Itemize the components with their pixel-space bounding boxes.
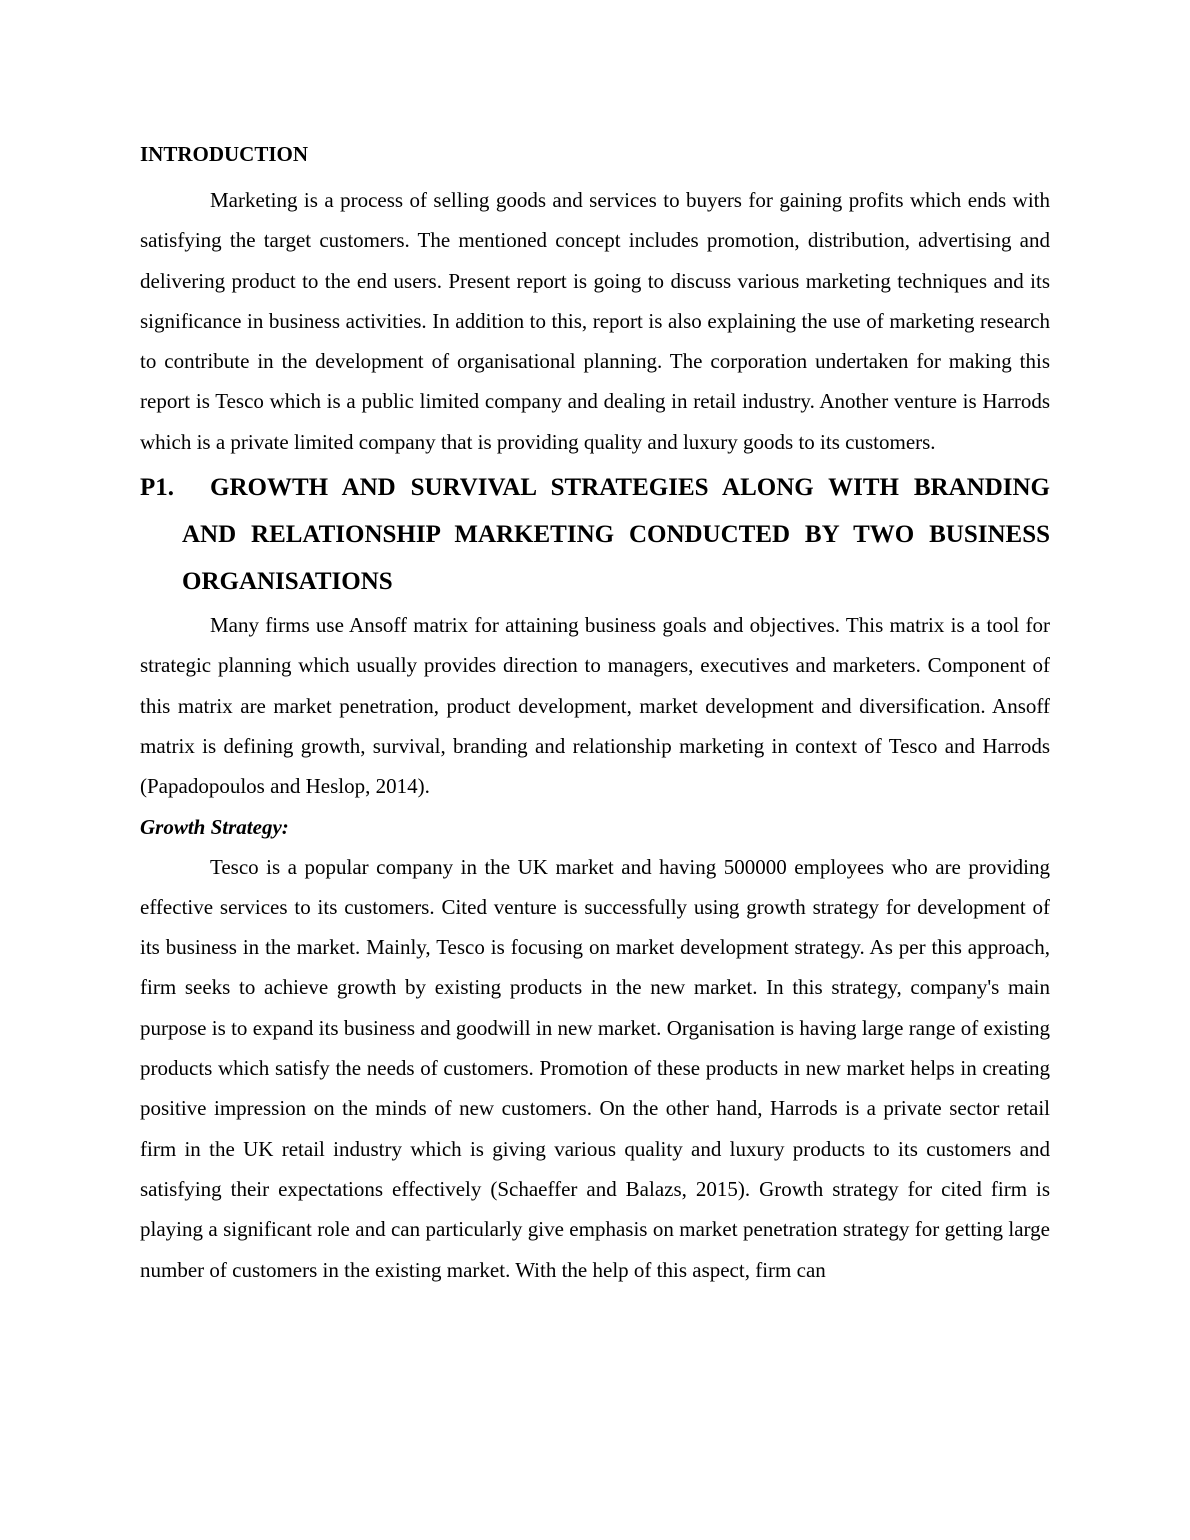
introduction-paragraph: Marketing is a process of selling goods and services to buyers for gaining profits which ends with satisfying the target customers. The mentioned concept includes promotion, distribution, advertising and delivering product to the end users. Present report is going to discuss various marketing techniques and its significance in business activities. In addition to this, report is also explaining the use of marketing research to contribute in the development of organisational planning. The corporation undertaken for making this report is Tesco which is a public limited company and dealing in retail industry. Another venture is Harrods which is a private limited company that is providing quality and luxury goods to its customers. [140, 188, 1050, 454]
section-p1-title: GROWTH AND SURVIVAL STRATEGIES ALONG WITH BRANDING AND RELATIONSHIP MARKETING CONDUCTED BY TWO BUSINESS ORGANISATIONS [182, 474, 1050, 596]
section-p1-paragraph: Many firms use Ansoff matrix for attaining business goals and objectives. This matrix is a tool for strategic planning which usually provides direction to managers, executives and marketers. Component of this matrix are market penetration, product development, market development and diversification. Ansoff matrix is defining growth, survival, branding and relationship marketing in context of Tesco and Harrods (Papadopoulos and Heslop, 2014). [140, 613, 1050, 799]
section-p1-number: P1. [140, 474, 175, 502]
document-page [140, 140, 1050, 1290]
growth-strategy-paragraph: Tesco is a popular company in the UK market and having 500000 employees who are providing effective services to its customers. Cited venture is successfully using growth strategy for development of its business in the market. Mainly, Tesco is focusing on market development strategy. As per this approach, firm seeks to achieve growth by existing products in the new market. In this strategy, company's main purpose is to expand its business and goodwill in new market. Organisation is having large range of existing products which satisfy the needs of customers. Promotion of these products in new market helps in creating positive impression on the minds of new customers. On the other hand, Harrods is a private sector retail firm in the UK retail industry which is giving various quality and luxury products to its customers and satisfying their expectations effectively (Schaeffer and Balazs, 2015). Growth strategy for cited firm is playing a significant role and can particularly give emphasis on market penetration strategy for getting large number of customers in the existing market. With the help of this aspect, firm can [140, 854, 1050, 1282]
introduction-heading: INTRODUCTION [140, 142, 309, 166]
section-p1-heading [140, 464, 1050, 605]
growth-strategy-heading: Growth Strategy: [140, 814, 289, 839]
